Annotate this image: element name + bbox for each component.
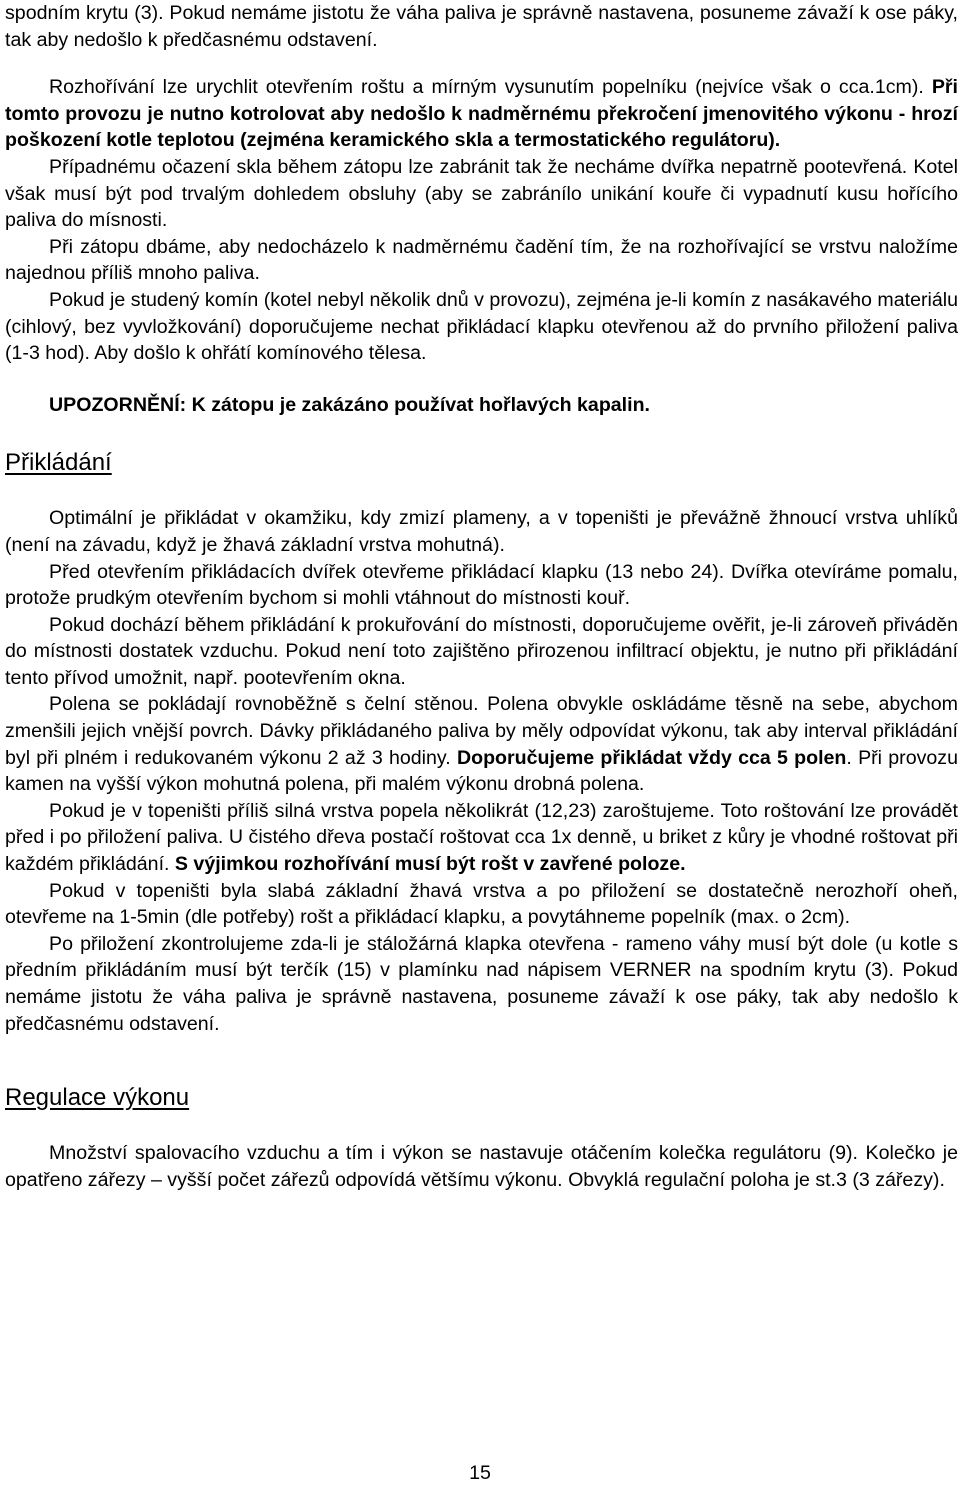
- paragraph-rostovani: [5, 798, 958, 878]
- paragraph-text: Pokud je v topeništi příliš silná vrstva popela několikrát (12,23) zaroštujeme. Toto roštování lze provádět před i po přiložení paliva. U čistého dřeva postačí roštovat cca 1x denně, u briket z kůry je vhodné roštovat při každém přikládání.: [5, 799, 958, 876]
- paragraph-text: Rozhořívání lze urychlit otevřením roštu a mírným vysunutím popelníku (nejvíce však o cca.1cm).: [49, 76, 932, 99]
- paragraph-ocazeni: Případnému očazení skla během zátopu lze zabránit tak že necháme dvířka nepatrně pootevřená. Kotel však musí být pod trvalým dohledem obsluhy (aby se zabránílo unikání kouře či vypadnutí kusu hořícího paliva do mísnosti.: [5, 155, 958, 232]
- bold-rost-note: S výjimkou rozhořívání musí být rošt v zavřené poloze.: [174, 853, 686, 876]
- paragraph-text: . Při provozu kamen na vyšší výkon mohutná polena, při malém výkonu drobná polena.: [5, 746, 958, 796]
- paragraph-cadeni: Při zátopu dbáme, aby nedocházelo k nadměrnému čadění tím, že na rozhořívající se vrstvu naložíme najednou příliš mnoho paliva.: [5, 235, 958, 285]
- section-heading-regulace-vykonu: Regulace výkonu: [5, 1084, 190, 1112]
- paragraph-prokurovani: Pokud dochází během přikládání k prokuřování do místnosti, doporučujeme ověřit, je-li zároveň přiváděn do místnosti dostatek vzduchu. Pokud není toto zajištěno přirozenou infiltrací objektu, je nutno při přikládání tento přívod umožnit, např. pootevřením okna.: [5, 613, 958, 689]
- paragraph-top-continuation: spodním krytu (3). Pokud nemáme jistotu že váha paliva je správně nastavena, posuneme závaží k ose páky, tak aby nedošlo k předčasnému odstavení.: [5, 2, 958, 51]
- section-heading-prikladani: Přikládání: [5, 449, 112, 477]
- document-page: [5, 0, 958, 1193]
- paragraph-regulace: Množství spalovacího vzduchu a tím i výkon se nastavuje otáčením kolečka regulátoru (9). Kolečko je opatřeno zářezy – vyšší počet zářezů odpovídá většímu výkonu. Obvyklá regulační poloha je st.3 (3 zářezy).: [5, 1142, 958, 1191]
- page-number: 15: [469, 1462, 491, 1484]
- paragraph-optimalni: Optimální je přikládat v okamžiku, kdy zmizí plameny, a v topeništi je převážně žhnoucí vrstva uhlíků (není na závadu, když je žhavá základní vrstva mohutná).: [5, 507, 958, 556]
- paragraph-komin: Pokud je studený komín (kotel nebyl několik dnů v provozu), zejména je-li komín z nasákavého materiálu (cihlový, bez vyvložkování) doporučujeme nechat přikládací klapku otevřenou až do prvního přiložení paliva (1-3 hod). Aby došlo k ohřátí komínového tělesa.: [5, 288, 958, 365]
- paragraph-slaba-vrstva: Pokud v topeništi byla slabá základní žhavá vrstva a po přiložení se dostatečně nerozhoří oheň, otevřeme na 1-5min (dle potřeby) rošt a přikládací klapku, a povytáhneme popelník (max. o 2cm).: [5, 879, 958, 929]
- paragraph-kontrola-klapky: Po přiložení zkontrolujeme zda-li je stáložárná klapka otevřena - rameno váhy musí být dole (u kotle s předním přikládáním musí být terčík (15) v plamínku nad nápisem VERNER na spodním krytu (3). Pokud nemáme jistotu že váha paliva je správně nastavena, posuneme závaží k ose páky, tak aby nedošlo k předčasnému odstavení.: [5, 932, 958, 1035]
- paragraph-text: Polena se pokládají rovnoběžně s čelní stěnou. Polena obvykle oskládáme těsně na sebe, abychom zmenšili jejich vnější povrch. Dávky přikládaného paliva by měly odpovídat výkonu, tak aby interval přikládání byl při plném i redukovaném výkonu 2 až 3 hodiny.: [5, 693, 958, 769]
- bold-warning-text: Při tomto provozu je nutno kotrolovat aby nedošlo k nadměrnému překročení jmenovitého výkonu - hrozí poškození kotle teplotou (zejména keramického skla a termostatického regulátoru).: [5, 76, 958, 152]
- warning-notice: UPOZORNĚNÍ: K zátopu je zakázáno používat hořlavých kapalin.: [49, 393, 650, 416]
- bold-recommendation: Doporučujeme přikládat vždy cca 5 polen: [456, 746, 847, 769]
- paragraph-rozhorivani: [5, 74, 958, 154]
- paragraph-otevreni-dvirek: Před otevřením přikládacích dvířek otevřeme přikládací klapku (13 nebo 24). Dvířka otevíráme pomalu, protože prudkým otevřením bychom si mohli vtáhnout do místnosti kouř.: [5, 560, 958, 610]
- paragraph-polena: [5, 691, 958, 797]
